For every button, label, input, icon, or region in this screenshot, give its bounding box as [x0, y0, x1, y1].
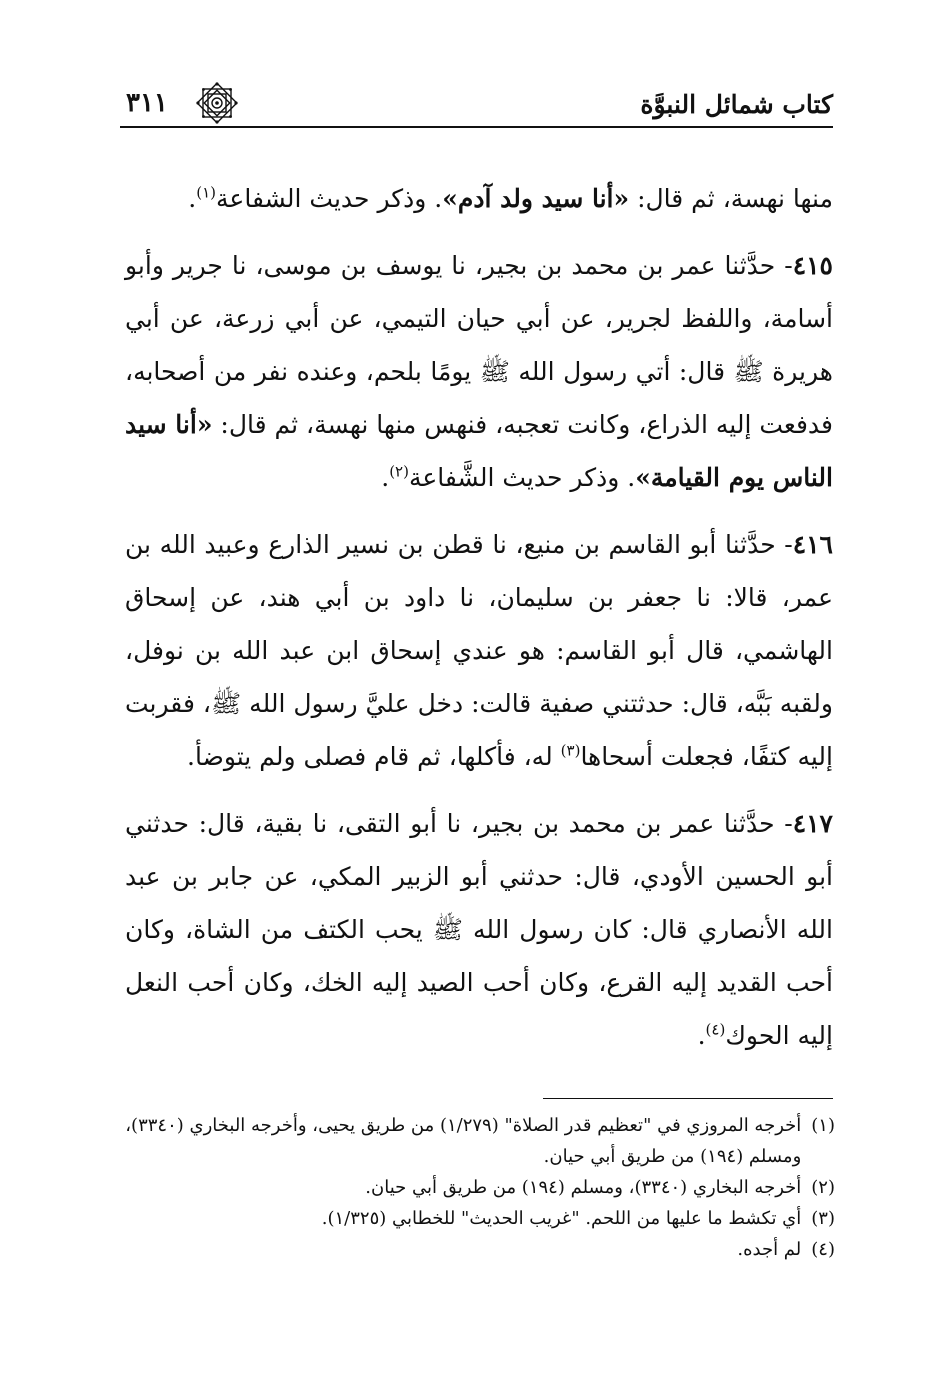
paragraph-text: منها نهسة، ثم قال:	[629, 184, 833, 213]
paragraph	[125, 239, 833, 504]
octagonal-star-ornament-icon	[194, 80, 240, 126]
footnotes	[125, 1110, 835, 1265]
footnote-rule	[543, 1098, 833, 1099]
paragraph-text: - حدَّثنا عمر بن محمد بن بجير، نا يوسف بن موسى، نا جرير وأبو أسامة، واللفظ لجرير، عن أبي حيان التيمي، عن أبي زرعة، عن أبي هريرة ﷺ قال: أتي رسول الله ﷺ يومًا بلحم، وعنده نفر من أصحابه، فدفعت إليه الذراع، وكانت تعجبه، فنهس منها نهسة، ثم قال:	[125, 251, 833, 439]
paragraph-text: - حدَّثنا أبو القاسم بن منيع، نا قطن بن نسير الذارع وعبيد الله بن عمر، قالا: نا جعفر بن سليمان، نا داود بن أبي هند، عن إسحاق الهاشمي، قال أبو القاسم: هو عندي إسحاق ابن عبد الله بن نوفل، ولقبه بَبَّه، قال: حدثتني صفية قالت: دخل عليَّ رسول الله ﷺ، فقربت إليه كتفًا، فجعلت أسحاها	[125, 530, 833, 771]
footnote-number: (٣)	[811, 1208, 835, 1229]
paragraph-text: .	[188, 184, 197, 213]
footnote-ref[interactable]: (١)	[196, 183, 217, 202]
footnote-text: أي تكشط ما عليها من اللحم. "غريب الحديث" للخطابي (١/٣٢٥).	[321, 1208, 802, 1229]
footnote-number: (٢)	[811, 1177, 835, 1198]
footnote-text: أخرجه البخاري (٣٣٤٠)، ومسلم (١٩٤) من طريق أبي حيان.	[365, 1177, 802, 1198]
running-title: كتاب شمائل النبوَّة	[640, 90, 833, 119]
hadith-number: ٤١٧	[792, 809, 833, 838]
footnote	[125, 1234, 835, 1265]
paragraph-text: . وذكر حديث الشَّفاعة	[408, 463, 636, 492]
paragraph	[125, 797, 833, 1062]
paragraph-text: .	[697, 1021, 706, 1050]
footnote	[125, 1172, 835, 1203]
paragraph	[125, 172, 833, 225]
footnote-text: أخرجه المروزي في "تعظيم قدر الصلاة" (١/٢٧٩) من طريق يحيى، وأخرجه البخاري (٣٣٤٠)، ومسلم (١٩٤) من طريق أبي حيان.	[125, 1115, 802, 1167]
hadith-number: ٤١٥	[792, 251, 833, 280]
footnote	[125, 1203, 835, 1234]
quoted-saying: «أنا سيد الناس يوم القيامة»	[124, 410, 833, 492]
paragraph-text: - حدَّثنا عمر بن محمد بن بجير، نا أبو التقى، نا بقية، قال: حدثني أبو الحسين الأودي، قال: حدثني أبو الزبير المكي، عن جابر بن عبد الله الأنصاري قال: كان رسول الله ﷺ يحب الكتف من الشاة، وكان أحب القديد إليه القرع، وكان أحب الصيد إليه الخك، وكان أحب النعل إليه الحوك	[125, 809, 833, 1050]
footnote	[125, 1110, 835, 1172]
main-text	[125, 172, 833, 1076]
hadith-number: ٤١٦	[792, 530, 833, 559]
quoted-saying: «أنا سيد ولد آدم»	[442, 184, 630, 213]
footnote-number: (٤)	[811, 1239, 835, 1260]
paragraph	[125, 518, 833, 783]
page-number: ٣١١	[126, 88, 168, 118]
footnote-ref[interactable]: (٤)	[705, 1020, 726, 1039]
paragraph-text: له، فأكلها، ثم قام فصلى ولم يتوضأ.	[187, 742, 561, 771]
paragraph-text: . وذكر حديث الشفاعة	[216, 184, 443, 213]
footnote-ref[interactable]: (٣)	[560, 741, 581, 760]
footnote-ref[interactable]: (٢)	[389, 462, 409, 481]
page-header	[120, 78, 833, 128]
header-rule	[120, 126, 833, 128]
footnote-number: (١)	[811, 1115, 835, 1136]
footnote-text: لم أجده.	[737, 1239, 802, 1260]
paragraph-text: .	[381, 463, 390, 492]
